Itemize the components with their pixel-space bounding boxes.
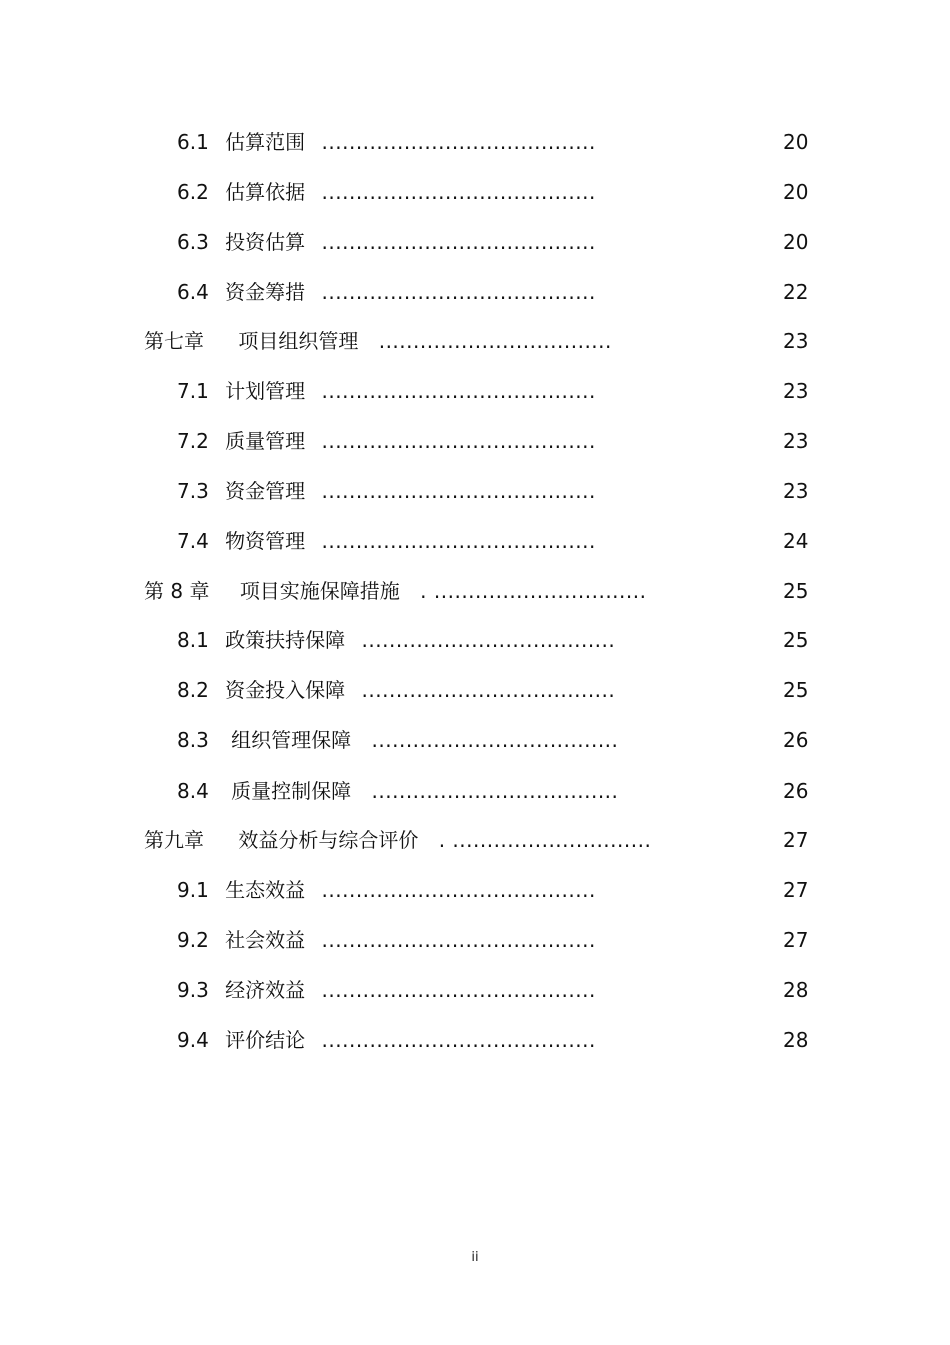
- toc-entry-title: 物资管理: [225, 529, 306, 553]
- toc-entry-number: 7.1: [177, 379, 209, 403]
- toc-entry-number: 7.3: [177, 479, 209, 503]
- toc-entry-page: 23: [783, 329, 809, 353]
- toc-entry-leader: ..................................: [378, 329, 612, 353]
- toc-entry-title: 质量管理: [225, 429, 306, 453]
- toc-entry-title: 资金投入保障: [225, 678, 346, 702]
- toc-entry-title: 组织管理保障: [231, 728, 352, 752]
- toc-entry-8-2[interactable]: [177, 677, 817, 703]
- toc-entry-title: 估算依据: [225, 180, 306, 204]
- toc-entry-title: 社会效益: [225, 928, 306, 952]
- toc-entry-page: 20: [783, 130, 809, 154]
- toc-entry-title: 质量控制保障: [231, 779, 352, 803]
- toc-entry-number: 9.3: [177, 978, 209, 1002]
- toc-entry-7-2[interactable]: [177, 428, 817, 454]
- toc-entry-number: 8.4: [177, 779, 209, 803]
- toc-entry-leader: ........................................: [321, 878, 596, 902]
- toc-entry-8-1[interactable]: [177, 627, 817, 653]
- toc-entry-leader: .....................................: [361, 628, 616, 652]
- toc-chapter-title: 效益分析与综合评价: [238, 828, 419, 852]
- toc-entry-title: 经济效益: [225, 978, 306, 1002]
- toc-entry-9-2[interactable]: [177, 927, 817, 953]
- toc-entry-9-3[interactable]: [177, 977, 817, 1003]
- toc-entry-leader: ........................................: [321, 130, 596, 154]
- toc-entry-number: 9.2: [177, 928, 209, 952]
- toc-entry-page: 23: [783, 429, 809, 453]
- toc-entry-leader: . ...............................: [420, 579, 647, 603]
- toc-entry-page: 25: [783, 678, 809, 702]
- toc-entry-title: 资金筹措: [225, 280, 306, 304]
- toc-chapter-number: 第 8 章: [144, 579, 210, 603]
- toc-entry-number: 7.4: [177, 529, 209, 553]
- toc-entry-leader: ........................................: [321, 280, 596, 304]
- toc-entry-number: 9.1: [177, 878, 209, 902]
- toc-entry-number: 9.4: [177, 1028, 209, 1052]
- toc-entry-leader: ........................................: [321, 978, 596, 1002]
- toc-entry-page: 27: [783, 878, 809, 902]
- toc-entry-leader: ....................................: [371, 779, 619, 803]
- toc-entry-page: 22: [783, 280, 809, 304]
- toc-chapter-number: 第七章: [144, 329, 204, 353]
- toc-entry-7-3[interactable]: [177, 478, 817, 504]
- toc-entry-number: 8.1: [177, 628, 209, 652]
- toc-entry-page: 27: [783, 828, 809, 852]
- toc-entry-8-3[interactable]: [177, 727, 817, 753]
- toc-entry-leader: ........................................: [321, 928, 596, 952]
- toc-entry-page: 24: [783, 529, 809, 553]
- toc-entry-page: 25: [783, 579, 809, 603]
- toc-entry-page: 28: [783, 1028, 809, 1052]
- toc-entry-6-2[interactable]: [177, 179, 817, 205]
- toc-entry-number: 6.2: [177, 180, 209, 204]
- toc-entry-page: 23: [783, 479, 809, 503]
- toc-entry-number: 6.3: [177, 230, 209, 254]
- toc-entry-leader: ........................................: [321, 429, 596, 453]
- toc-entry-number: 8.2: [177, 678, 209, 702]
- toc-entry-page: 20: [783, 180, 809, 204]
- toc-entry-7-4[interactable]: [177, 528, 817, 554]
- toc-chapter-title: 项目实施保障措施: [239, 579, 400, 603]
- toc-entry-page: 25: [783, 628, 809, 652]
- toc-entry-title: 资金管理: [225, 479, 306, 503]
- toc-entry-leader: .....................................: [361, 678, 616, 702]
- toc-entry-number: 7.2: [177, 429, 209, 453]
- toc-entry-number: 8.3: [177, 728, 209, 752]
- toc-entry-9-4[interactable]: [177, 1027, 817, 1053]
- toc-entry-title: 生态效益: [225, 878, 306, 902]
- toc-chapter-8[interactable]: [144, 578, 817, 604]
- toc-entry-page: 26: [783, 779, 809, 803]
- toc-entry-title: 评价结论: [225, 1028, 306, 1052]
- toc-entry-6-3[interactable]: [177, 229, 817, 255]
- toc-chapter-7[interactable]: [144, 328, 817, 354]
- toc-chapter-number: 第九章: [144, 828, 204, 852]
- toc-chapter-title: 项目组织管理: [238, 329, 359, 353]
- toc-entry-8-4[interactable]: [177, 778, 817, 804]
- toc-entry-page: 20: [783, 230, 809, 254]
- toc-entry-leader: ....................................: [371, 728, 619, 752]
- toc-entry-title: 政策扶持保障: [225, 628, 346, 652]
- toc-entry-title: 投资估算: [225, 230, 306, 254]
- toc-entry-title: 估算范围: [225, 130, 306, 154]
- toc-entry-6-1[interactable]: [177, 129, 817, 155]
- toc-entry-page: 27: [783, 928, 809, 952]
- toc-entry-leader: ........................................: [321, 230, 596, 254]
- toc-entry-leader: ........................................: [321, 1028, 596, 1052]
- toc-entry-leader: ........................................: [321, 529, 596, 553]
- toc-entry-7-1[interactable]: [177, 378, 817, 404]
- toc-entry-leader: ........................................: [321, 479, 596, 503]
- toc-entry-6-4[interactable]: [177, 279, 817, 305]
- toc-entry-leader: . .............................: [438, 828, 652, 852]
- toc-entry-page: 28: [783, 978, 809, 1002]
- toc-entry-leader: ........................................: [321, 180, 596, 204]
- toc-entry-title: 计划管理: [225, 379, 306, 403]
- toc-entry-page: 26: [783, 728, 809, 752]
- toc-entry-9-1[interactable]: [177, 877, 817, 903]
- toc-entry-leader: ........................................: [321, 379, 596, 403]
- toc-chapter-9[interactable]: [144, 827, 817, 853]
- toc-entry-number: 6.1: [177, 130, 209, 154]
- toc-entry-page: 23: [783, 379, 809, 403]
- toc-entry-number: 6.4: [177, 280, 209, 304]
- page-number-footer: ii: [471, 1250, 479, 1265]
